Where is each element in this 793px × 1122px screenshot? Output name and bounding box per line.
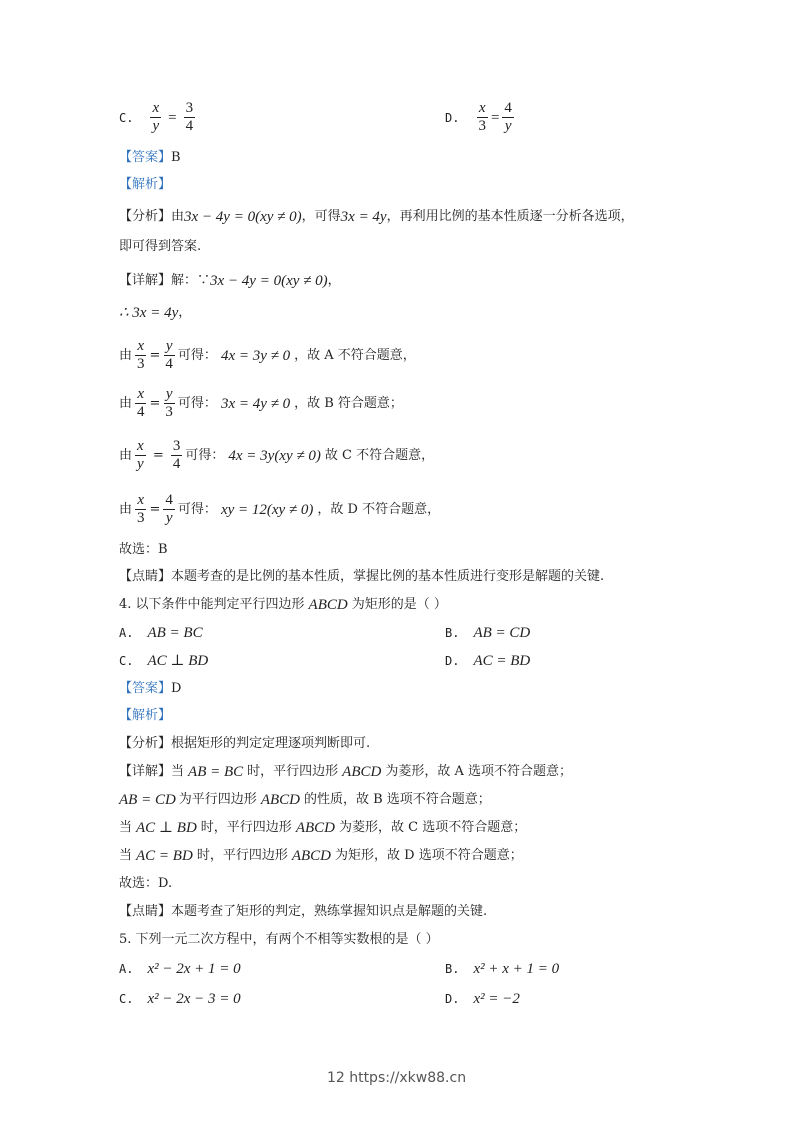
q5-question: 5. 下列一元二次方程中，有两个不相等实数根的是（ ）	[119, 932, 439, 947]
fraction: $\frac{3}{4}$	[185, 100, 194, 134]
q3-choice: 故选：B	[119, 542, 168, 557]
q4-detail-1: 【详解】 当 AB = BC 时，平行四边形 ABCD 为菱形，故 A 选项不符合题意；	[119, 764, 572, 780]
q4-dianjing: 【点睛】 本题考查了矩形的判定，熟练掌握知识点是解题的关键.	[119, 904, 488, 919]
q3-therefore: ∴ 3x = 4y ，	[119, 305, 192, 321]
q4-detail-2: AB = CD 为平行四边形 ABCD 的性质，故 B 选项不符合题意；	[119, 792, 491, 808]
q4-detail-3: 当 AC ⊥ BD 时，平行四边形 ABCD 为菱形，故 C 选项不符合题意；	[119, 820, 527, 836]
q4-analysis-heading: 【解析】	[119, 708, 172, 723]
option-label: D.	[445, 110, 460, 125]
q5-option-c: C. x² − 2x − 3 = 0	[119, 991, 241, 1007]
answer-tag: 【答案】	[119, 150, 172, 165]
dianjing-tag: 【点睛】	[119, 569, 172, 584]
fraction: $\frac{x}{y}$	[152, 100, 160, 134]
q3-step-a: 由 $\frac{x}{3}$ = $\frac{y}{4}$ 可得： 4x = 3y ≠ 0 ，故 A 不符合题意，	[119, 338, 416, 372]
q3-fenxi-line2: 即可得到答案.	[119, 239, 202, 254]
q4-option-a: A. AB = BC	[119, 625, 203, 641]
q3-dianjing: 【点睛】 本题考查的是比例的基本性质，掌握比例的基本性质进行变形是解题的关键.	[119, 567, 604, 587]
q3-option-c: C. $\frac{x}{y}$ = $\frac{3}{4}$	[119, 100, 194, 134]
fraction: $\frac{4}{y}$	[504, 100, 512, 134]
q4-question: 4. 以下条件中能判定平行四边形 ABCD 为矩形的是（ ）	[119, 597, 447, 613]
q3-xiangjie: 【详解】 解：∵ 3x − 4y = 0(xy ≠ 0) ，	[119, 273, 341, 289]
page-footer: 12 https://xkw88.cn	[326, 1070, 467, 1086]
q4-option-d: D. AC = BD	[445, 653, 531, 669]
q4-detail-4: 当 AC = BD 时，平行四边形 ABCD 为矩形，故 D 选项不符合题意；	[119, 848, 523, 864]
option-label: C.	[119, 110, 134, 125]
q3-step-d: 由 $\frac{x}{3}$ = $\frac{4}{y}$ 可得： xy = 12(xy ≠ 0) ，故 D 不符合题意，	[119, 492, 441, 526]
answer-value: B	[171, 150, 181, 165]
q5-option-b: B. x² + x + 1 = 0	[445, 961, 560, 977]
q4-option-b: B. AB = CD	[445, 625, 531, 641]
q3-fenxi: 【分析】 由 3x − 4y = 0(xy ≠ 0) ，可得 3x = 4y ，再利用比例的基本性质逐一分析各选项，	[119, 209, 634, 225]
fenxi-tag: 【分析】	[119, 209, 172, 224]
q5-option-d: D. x² = −2	[445, 991, 520, 1007]
q3-answer	[119, 148, 181, 168]
q4-answer: 【答案】 D	[119, 681, 182, 696]
analysis-tag: 【解析】	[119, 177, 172, 192]
q3-analysis-heading	[119, 175, 171, 195]
q4-fenxi: 【分析】 根据矩形的判定定理逐项判断即可.	[119, 736, 371, 751]
q4-option-c: C. AC ⊥ BD	[119, 653, 209, 669]
xiangjie-tag: 【详解】	[119, 273, 172, 288]
q5-option-a: A. x² − 2x + 1 = 0	[119, 961, 241, 977]
q3-option-d: D. $\frac{x}{3}$ = $\frac{4}{y}$	[445, 100, 512, 134]
q3-step-b: 由 $\frac{x}{4}$ = $\frac{y}{3}$ 可得： 3x = 4y ≠ 0 ，故 B 符合题意；	[119, 386, 403, 420]
q4-choice: 故选：D.	[119, 876, 173, 891]
fraction: $\frac{x}{3}$	[478, 100, 486, 134]
q3-step-c: 由 $\frac{x}{y}$ = $\frac{3}{4}$ 可得： 4x = 3y(xy ≠ 0) 故 C 不符合题意，	[119, 438, 435, 472]
